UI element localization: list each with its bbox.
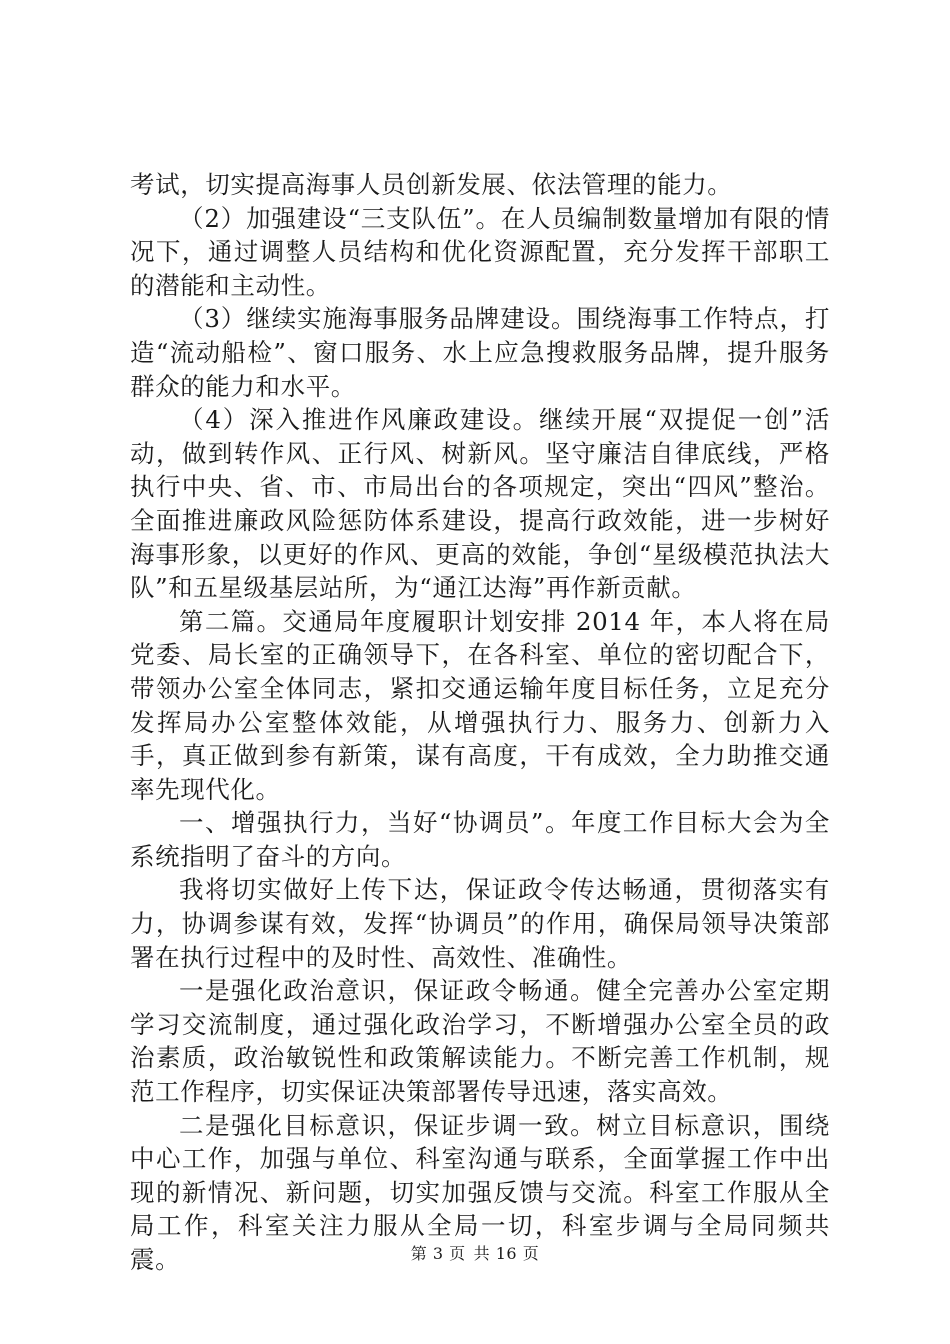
page-number: 第 3 页 (410, 1244, 466, 1263)
paragraph-item-2: （2）加强建设“三支队伍”。在人员编制数量增加有限的情况下，通过调整人员结构和优化资源配置，充分发挥干部职工的潜能和主动性。 (130, 203, 830, 300)
page-footer (0, 1244, 950, 1264)
paragraph-coordinator: 我将切实做好上传下达，保证政令传达畅通，贯彻落实有力，协调参谋有效，发挥“协调员”的作用，确保局领导决策部署在执行过程中的及时性、高效性、准确性。 (130, 875, 830, 972)
paragraph-item-4: （4）深入推进作风廉政建设。继续开展“双提促一创”活动，做到转作风、正行风、树新风。坚守廉洁自律底线，严格执行中央、省、市、市局出台的各项规定，突出“四风”整治。全面推进廉政风险惩防体系建设，提高行政效能，进一步树好海事形象，以更好的作风、更高的效能，争创“星级模范执法大队”和五星级基层站所，为“通江达海”再作新贡献。 (130, 405, 830, 603)
paragraph-point-two: 二是强化目标意识，保证步调一致。树立目标意识，围绕中心工作，加强与单位、科室沟通与联系，全面掌握工作中出现的新情况、新问题，切实加强反馈与交流。科室工作服从全局工作，科室关注力服从全局一切，科室步调与全局同频共震。 (130, 1110, 830, 1274)
paragraph-item-3: （3）继续实施海事服务品牌建设。围绕海事工作特点，打造“流动船检”、窗口服务、水上应急搜救服务品牌，提升服务群众的能力和水平。 (130, 304, 830, 401)
document-body (130, 168, 830, 1277)
paragraph-continuation: 考试，切实提高海事人员创新发展、依法管理的能力。 (130, 170, 733, 199)
paragraph-point-one: 一是强化政治意识，保证政令畅通。健全完善办公室定期学习交流制度，通过强化政治学习，不断增强办公室全员的政治素质，政治敏锐性和政策解读能力。不断完善工作机制，规范工作程序，切实保证决策部署传导迅速，落实高效。 (130, 976, 830, 1107)
paragraph-heading-one: 一、增强执行力，当好“协调员”。年度工作目标大会为全系统指明了奋斗的方向。 (130, 808, 830, 871)
paragraph-section-two: 第二篇。交通局年度履职计划安排 2014 年，本人将在局党委、局长室的正确领导下，在各科室、单位的密切配合下，带领办公室全体同志，紧扣交通运输年度目标任务，立足充分发挥局办公室整体效能，从增强执行力、服务力、创新力入手，真正做到参有新策，谋有高度，干有成效，全力助推交通率先现代化。 (130, 606, 830, 804)
page-total: 共 16 页 (473, 1244, 540, 1263)
